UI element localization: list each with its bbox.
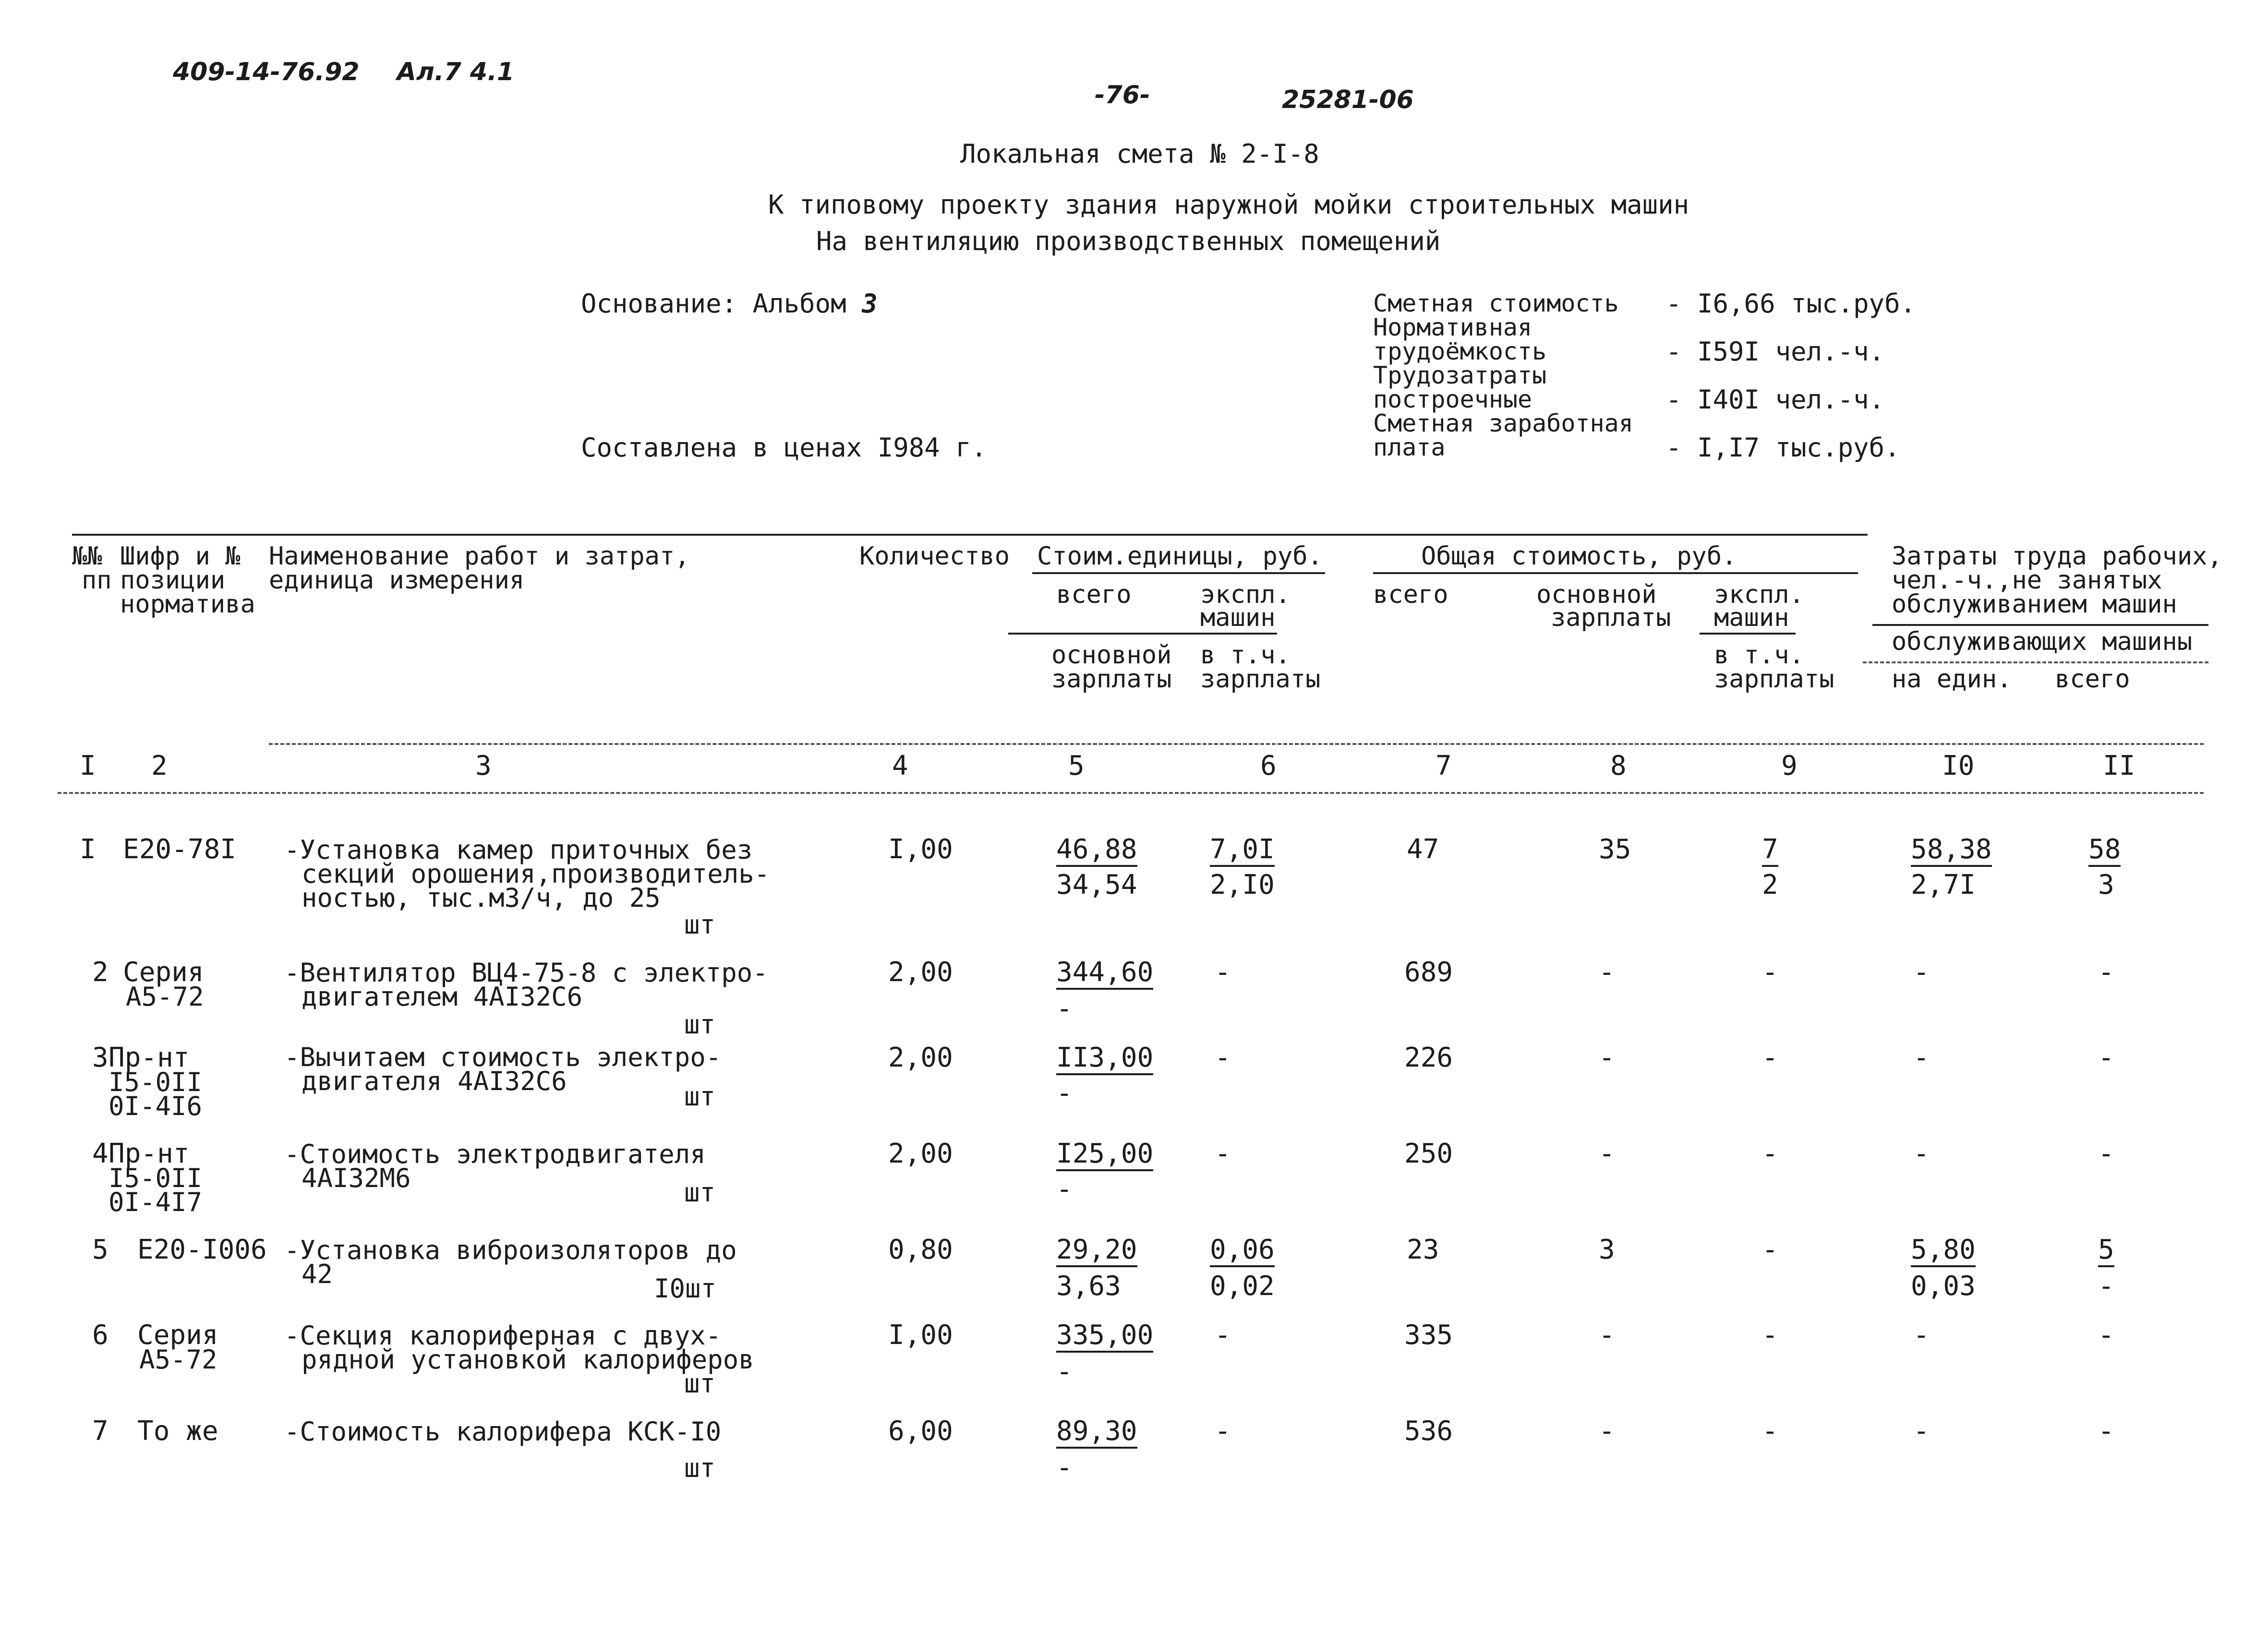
row-quantity: I,00 [888,834,953,865]
row-code: А5-72 [139,1344,217,1375]
row-code: 0I-4I6 [109,1091,203,1121]
row-unit-expl: - [1215,1138,1231,1169]
row-name-line: -Вентилятор ВЦ4-75-8 с электро- [284,958,768,988]
header-total-expl-2: машин [1714,603,1789,632]
header-col3-line2: единица измерения [269,566,525,595]
row-unit: шт [684,910,716,940]
document-subtitle-scope: На вентиляцию производственных помещений [816,226,1441,256]
header-labor-2: чел.-ч.,не занятых [1892,566,2162,595]
header-unit-basic-wage-1: основной [1051,641,1172,670]
row-labor-unit: - [1913,1320,1930,1351]
summary-labor-label-2: трудоёмкость [1373,337,1547,365]
summary-cost-label: Сметная стоимость [1373,289,1619,317]
row-unit: шт [684,1009,716,1040]
header-unit-cost: Стоим.единицы, руб. [1037,542,1323,571]
row-labor-total: - [2098,1320,2114,1351]
row-labor-unit-machines: 2,7I [1911,869,1976,900]
row-total-basic-wage: - [1599,1138,1615,1169]
row-number: 4 [92,1138,109,1169]
header-unit-incl-wage-2: зарплаты [1200,665,1321,694]
row-total-basic-wage: 3 [1599,1234,1615,1265]
column-number: 9 [1781,750,1798,781]
row-unit-total: II3,00 [1056,1044,1153,1075]
column-number-rule [58,792,2204,794]
row-total-expl: - [1762,957,1778,988]
summary-site-labor-label-2: построечные [1373,385,1532,413]
row-total-basic-wage: - [1599,1416,1615,1447]
row-labor-total: 5 [2098,1236,2114,1267]
column-number: 5 [1068,750,1085,781]
row-name-line: секций орошения,производитель- [302,859,770,889]
row-number: 7 [92,1416,109,1447]
header-col2-line3: норматива [120,590,255,619]
summary-wage-value: - I,I7 тыс.руб. [1666,432,1900,463]
column-number: 7 [1436,750,1452,781]
row-unit-total: 89,30 [1056,1417,1137,1449]
row-labor-total: 58 [2088,835,2121,867]
row-total-expl: - [1762,1416,1778,1447]
basis-line [581,288,878,319]
row-quantity: I,00 [888,1320,953,1351]
header-col1-line1: №№ [72,542,102,571]
row-number: 6 [92,1320,109,1351]
row-code: 0I-4I7 [109,1187,203,1217]
total-expl-sub-rule [1700,633,1796,635]
unit-sub-rule [1008,633,1277,635]
column-number: I [80,750,96,781]
summary-labor-value: - I59I чел.-ч. [1666,336,1885,367]
row-total-basic-wage: 35 [1599,834,1631,865]
row-total-basic-wage: - [1599,1042,1615,1073]
row-unit-expl: - [1215,1416,1231,1447]
row-total: 250 [1404,1138,1453,1169]
row-labor-total-machines: 3 [2098,869,2114,900]
row-number: 2 [92,957,109,988]
row-unit-expl: 0,06 [1210,1236,1275,1267]
row-total-expl: - [1762,1320,1778,1351]
column-number: 2 [151,750,168,781]
row-unit-incl-wage: 2,I0 [1210,869,1275,900]
header-total-cost: Общая стоимость, руб. [1421,542,1737,571]
row-unit-basic-wage: - [1056,993,1073,1024]
row-unit-total: 46,88 [1056,835,1137,867]
row-code: Пр-нт [109,1138,190,1169]
row-total-basic-wage: - [1599,957,1615,988]
row-number: 3 [92,1042,109,1073]
header-total-total: всего [1373,580,1448,609]
header-labor-1: Затраты труда рабочих, [1892,542,2222,571]
basis-album-number: 3 [862,288,878,319]
row-labor-unit: - [1913,1416,1930,1447]
row-total: 689 [1404,957,1453,988]
row-name-line: двигателя 4АI32С6 [302,1066,567,1096]
row-total-incl-wage: 2 [1762,869,1778,900]
page-number: -76- [1095,81,1150,109]
labor-rule-1 [1872,624,2208,626]
header-unit-incl-wage-1: в т.ч. [1200,641,1291,670]
row-name-line: -Секция калориферная с двух- [284,1320,722,1351]
row-labor-unit: 58,38 [1911,835,1992,867]
row-unit-expl: - [1215,1042,1231,1073]
column-number: I0 [1942,750,1975,781]
row-unit: шт [684,1453,716,1483]
row-name-line: -Стоимость калорифера КСК-I0 [284,1416,722,1447]
row-name-line: 4АI32М6 [302,1163,411,1193]
header-col2-line2: позиции [120,566,226,595]
row-code: Серия [123,957,204,988]
document-number: 25281-06 [1282,85,1414,114]
row-quantity: 0,80 [888,1234,953,1265]
header-total-incl-wage-2: зарплаты [1714,665,1834,694]
summary-labor-label-1: Нормативная [1373,313,1532,341]
row-labor-unit: - [1913,1042,1930,1073]
row-unit-expl: 7,0I [1210,835,1275,867]
header-total-incl-wage-1: в т.ч. [1714,641,1804,670]
header-col1-line2: пп [82,566,112,595]
header-total-basic-wage-2: зарплаты [1551,603,1671,632]
header-unit-total: всего [1056,580,1132,609]
unit-cost-rule [1032,572,1325,574]
row-labor-unit: - [1913,1138,1930,1169]
header-col3-line1: Наименование работ и затрат, [269,542,690,571]
document-subtitle-project: К типовому проекту здания наружной мойки строительных машин [768,190,1689,220]
row-unit-basic-wage: 34,54 [1056,869,1137,900]
table-top-rule [72,534,1868,536]
column-number: 4 [892,750,908,781]
summary-site-labor-value: - I40I чел.-ч. [1666,384,1885,415]
row-code: А5-72 [126,982,204,1012]
total-cost-rule [1373,572,1858,574]
column-number: 6 [1260,750,1277,781]
row-total-expl: - [1762,1042,1778,1073]
row-code: I5-0II [109,1163,203,1193]
handwritten-code [173,58,514,86]
row-unit-basic-wage: - [1056,1078,1073,1109]
summary-wage-label-2: плата [1373,433,1446,461]
header-unit-expl-2: машин [1200,603,1276,632]
header-total-expl-1: экспл. [1714,580,1804,609]
row-unit-basic-wage: - [1056,1174,1073,1205]
row-quantity: 2,00 [888,1138,953,1169]
row-name-line: -Вычитаем стоимость электро- [284,1042,722,1072]
document-title: Локальная смета № 2-I-8 [960,139,1319,169]
header-col4: Количество [859,542,1010,571]
row-quantity: 6,00 [888,1416,953,1447]
row-unit-total: 335,00 [1056,1321,1153,1353]
row-labor-total: - [2098,1138,2114,1169]
header-total-basic-wage-1: основной [1536,580,1657,609]
header-labor-unit: на един. [1892,665,2012,694]
column-number: II [2103,750,2135,781]
row-number: 5 [92,1234,109,1265]
row-code: I5-0II [109,1067,203,1097]
row-total: 47 [1407,834,1439,865]
row-unit-basic-wage: - [1056,1452,1073,1483]
row-name-line: ностью, тыс.м3/ч, до 25 [302,883,661,913]
row-labor-unit-machines: 0,03 [1911,1271,1976,1302]
row-code: Е20-78I [123,834,237,865]
header-bottom-rule [269,743,2204,745]
summary-wage-label-1: Сметная заработная [1373,409,1633,437]
row-total: 23 [1407,1234,1439,1265]
prices-note: Составлена в ценах I984 г. [581,432,987,463]
basis-label: Основание: Альбом [581,288,846,319]
row-unit: шт [684,1177,716,1208]
row-unit-incl-wage: 0,02 [1210,1271,1275,1302]
row-total-expl: - [1762,1138,1778,1169]
header-labor-3: обслуживанием машин [1892,590,2177,619]
header-col2-line1: Шифр и № [120,542,241,571]
row-quantity: 2,00 [888,957,953,988]
header-unit-expl-1: экспл. [1200,580,1291,609]
row-unit-basic-wage: - [1056,1356,1073,1387]
row-unit: шт [684,1368,716,1399]
row-unit-basic-wage: 3,63 [1056,1271,1121,1302]
row-unit: шт [684,1081,716,1112]
row-code: Пр-нт [109,1042,190,1073]
row-total: 226 [1404,1042,1453,1073]
row-unit-expl: - [1215,957,1231,988]
row-labor-total-machines: - [2098,1271,2114,1302]
row-labor-total: - [2098,1416,2114,1447]
row-total-expl: 7 [1762,835,1778,867]
row-name-line: рядной установкой калориферов [302,1344,754,1375]
column-number: 3 [475,750,492,781]
row-labor-total: - [2098,957,2114,988]
row-total-expl: - [1762,1234,1778,1265]
summary-cost-value: - I6,66 тыс.руб. [1666,288,1916,319]
row-code: Е20-I006 [137,1234,267,1265]
row-name-line: -Стоимость электродвигателя [284,1139,706,1169]
row-total: 335 [1404,1320,1453,1351]
row-labor-total: - [2098,1042,2114,1073]
row-name-line: двигателем 4АI32С6 [302,982,583,1012]
handwritten-code-number: 409-14-76.92 [173,58,360,86]
row-code: То же [137,1416,218,1447]
row-unit-expl: - [1215,1320,1231,1351]
row-name-line: -Установка виброизоляторов до [284,1235,737,1265]
row-unit-total: I25,00 [1056,1140,1153,1171]
row-total-basic-wage: - [1599,1320,1615,1351]
row-total: 536 [1404,1416,1453,1447]
row-labor-unit: 5,80 [1911,1236,1976,1267]
summary-site-labor-label-1: Трудозатраты [1373,361,1547,389]
handwritten-code-suffix: Ал.7 4.1 [397,58,515,86]
row-unit-total: 344,60 [1056,958,1153,990]
row-quantity: 2,00 [888,1042,953,1073]
row-code: Серия [137,1320,218,1351]
row-number: I [80,834,96,865]
row-unit-total: 29,20 [1056,1236,1137,1267]
header-labor-machines: обслуживающих машины [1892,627,2193,656]
labor-rule-2 [1863,661,2208,663]
row-name-line: -Установка камер приточных без [284,835,753,865]
row-labor-unit: - [1913,957,1930,988]
row-unit: I0шт [654,1273,717,1304]
header-labor-total: всего [2055,665,2130,694]
row-name-line: 42 [302,1259,333,1289]
header-unit-basic-wage-2: зарплаты [1051,665,1172,694]
column-number: 8 [1610,750,1627,781]
